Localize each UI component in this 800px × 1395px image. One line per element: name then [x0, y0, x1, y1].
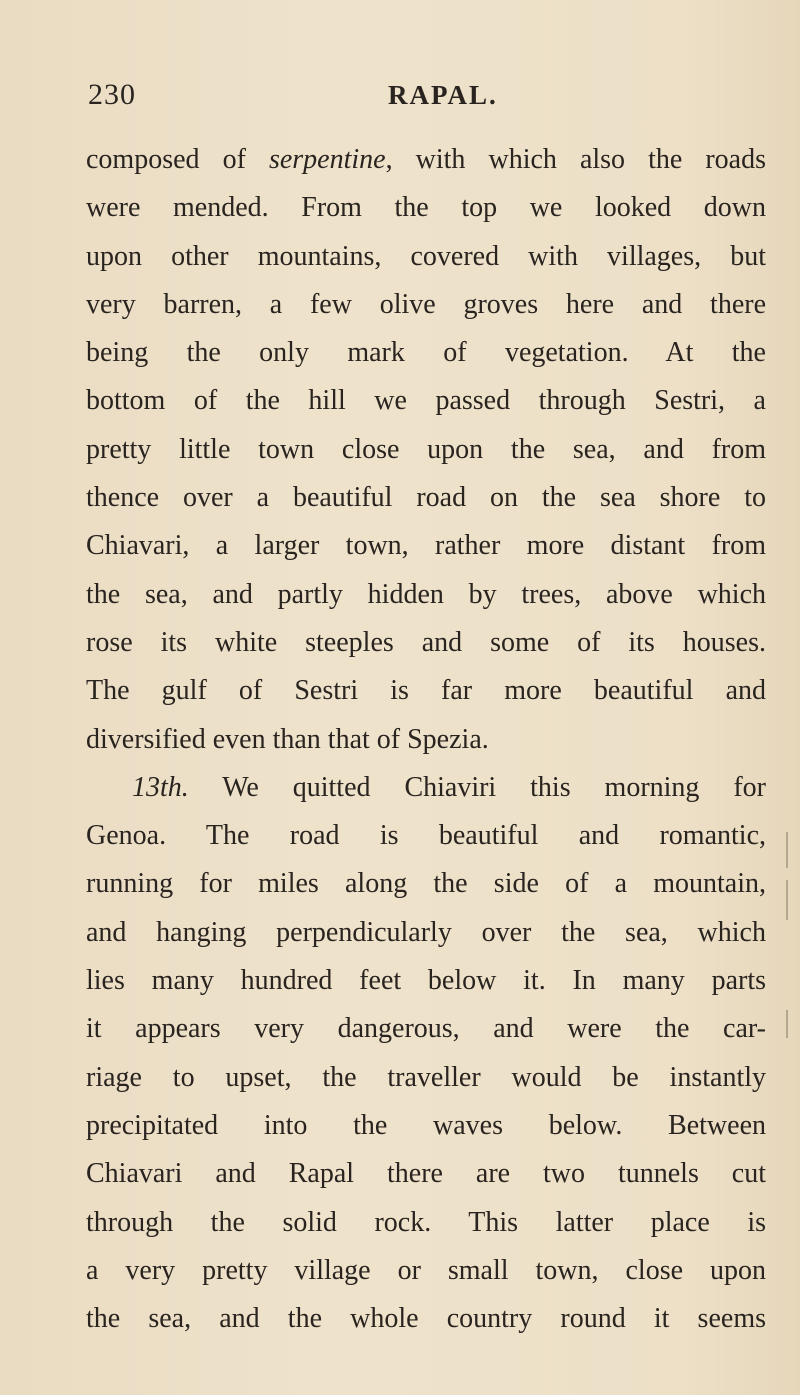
- text-line: [86, 1102, 766, 1150]
- text-segment: very barren, a few olive groves here and there: [86, 288, 766, 320]
- italic-text: 13th.: [132, 771, 189, 803]
- page-number: 230: [88, 78, 136, 111]
- text-line: [86, 281, 766, 329]
- text-segment: the sea, and the whole country round it seems: [86, 1303, 766, 1335]
- text-line: [86, 1005, 766, 1053]
- text-line: [86, 1295, 766, 1343]
- text-line: [86, 233, 766, 281]
- text-line: [86, 474, 766, 522]
- text-segment: through the solid rock. This latter place is: [86, 1206, 766, 1238]
- text-segment: it appears very dangerous, and were the car-: [86, 1013, 766, 1045]
- text-segment: Genoa. The road is beautiful and romantic,: [86, 820, 766, 852]
- text-line: [86, 667, 766, 715]
- text-segment: pretty little town close upon the sea, and from: [86, 433, 766, 465]
- text-line: [86, 909, 766, 957]
- text-segment: thence over a beautiful road on the sea shore to: [86, 482, 766, 514]
- text-segment: upon other mountains, covered with villages, but: [86, 240, 766, 272]
- text-line: [86, 1054, 766, 1102]
- text-line: [86, 329, 766, 377]
- text-segment: We quitted Chiaviri this morning for: [188, 771, 766, 803]
- text-segment: the sea, and partly hidden by trees, above which: [86, 578, 766, 610]
- text-line: [86, 1150, 766, 1198]
- text-segment: riage to upset, the traveller would be instantly: [86, 1061, 766, 1093]
- body-text: [86, 136, 766, 1343]
- running-head: RAPAL.: [388, 80, 498, 110]
- text-line: [86, 619, 766, 667]
- page-edge-mark: [786, 832, 788, 868]
- text-segment: precipitated into the waves below. Between: [86, 1109, 766, 1141]
- text-line: [86, 1199, 766, 1247]
- text-segment: diversified even than that of Spezia.: [86, 723, 489, 755]
- page-header: [88, 78, 768, 118]
- text-line: [86, 812, 766, 860]
- text-line: [86, 426, 766, 474]
- text-line: [86, 136, 766, 184]
- text-segment: The gulf of Sestri is far more beautiful and: [86, 675, 766, 707]
- text-line: [86, 957, 766, 1005]
- text-line: [86, 377, 766, 425]
- italic-text: serpentine: [268, 144, 386, 175]
- text-segment: Chiavari and Rapal there are two tunnels cut: [86, 1158, 766, 1190]
- text-segment: running for miles along the side of a mountain,: [86, 868, 766, 900]
- text-segment: were mended. From the top we looked down: [86, 192, 766, 224]
- text-line: [86, 764, 766, 812]
- text-line: [86, 1247, 766, 1295]
- text-segment: bottom of the hill we passed through Sestri, a: [86, 385, 766, 417]
- text-line: [86, 571, 766, 619]
- page-edge-mark: [786, 1010, 788, 1038]
- text-segment: , with which also the roads: [385, 144, 766, 175]
- text-segment: being the only mark of vegetation. At the: [86, 337, 766, 369]
- text-segment: composed of: [86, 144, 269, 175]
- text-segment: and hanging perpendicularly over the sea, which: [86, 916, 766, 948]
- text-line: [86, 184, 766, 232]
- page-edge-mark: [786, 880, 788, 920]
- text-segment: Chiavari, a larger town, rather more distant from: [86, 530, 766, 562]
- text-line: [86, 716, 766, 764]
- text-segment: a very pretty village or small town, close upon: [86, 1254, 766, 1286]
- text-line: [86, 522, 766, 570]
- text-line: [86, 860, 766, 908]
- text-segment: lies many hundred feet below it. In many parts: [86, 965, 766, 997]
- text-segment: rose its white steeples and some of its houses.: [86, 626, 766, 658]
